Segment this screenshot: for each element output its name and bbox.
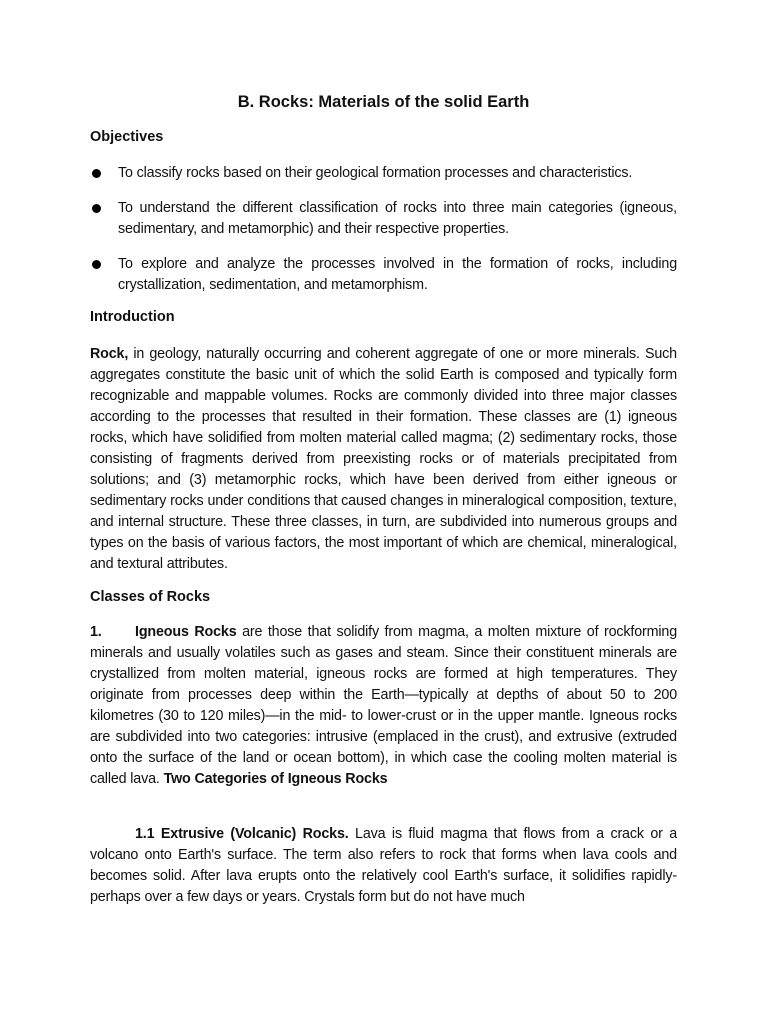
objectives-heading: Objectives [90,129,164,145]
objective-text: To classify rocks based on their geological formation processes and characteristics. [118,165,633,181]
term-extrusive: 1.1 Extrusive (Volcanic) Rocks. [135,826,349,842]
igneous-paragraph [90,622,677,790]
classes-heading: Classes of Rocks [90,589,211,605]
bullet-icon [92,204,101,213]
bullet-icon [92,260,101,269]
bullet-icon [92,169,101,178]
subheading-two-categories: Two Categories of Igneous Rocks [163,771,388,787]
term-rock: Rock, [90,346,129,362]
objective-text: To explore and analyze the processes involved in the formation of rocks, including crystallization, sedimentation, and metamorphism. [118,256,677,293]
page-title: B. Rocks: Materials of the solid Earth [237,93,530,111]
introduction-heading: Introduction [90,309,175,325]
introduction-paragraph [90,344,677,575]
paragraph-text: in geology, naturally occurring and coherent aggregate of one or more minerals. Such aggregates constitute the basic unit of which the solid Earth is composed and typically form recognizable and mappable volumes. Rocks are commonly divided into three major classes according to the processes that resulted in their formation. These classes are (1) igneous rocks, which have solidified from molten material called magma; (2) sedimentary rocks, those consisting of fragments derived from preexisting rocks or of materials precipitated from solutions; and (3) metamorphic rocks, which have been derived from either igneous or sedimentary rocks under conditions that caused changes in mineralogical composition, texture, and internal structure. These three classes, in turn, are subdivided into numerous groups and types on the basis of various factors, the most important of which are chemical, mineralogical, and textural attributes. [90,346,677,572]
paragraph-text: Lava is fluid magma that flows from a crack or a volcano onto Earth's surface. The term also refers to rock that forms when lava cools and becomes solid. After lava erupts onto the relatively cool Earth's surface, it solidifies rapidly-perhaps over a few days or years. Crystals form but do not have much [90,826,677,905]
objective-text: To understand the different classification of rocks into three main categories (igneous, sedimentary, and metamorphic) and their respective properties. [118,200,677,237]
extrusive-paragraph [90,824,677,908]
section-number: 1. [90,624,102,640]
paragraph-text: are those that solidify from magma, a molten mixture of rockforming minerals and usually volatiles such as gases and steam. Since their constituent minerals are crystallized from molten material, igneous rocks are formed at high temperatures. They originate from processes deep within the Earth—typically at depths of about 50 to 200 kilometres (30 to 120 miles)—in the mid- to lower-crust or in the upper mantle. Igneous rocks are subdivided into two categories: intrusive (emplaced in the crust), and extrusive (extruded onto the surface of the land or ocean bottom), in which case the cooling molten material is called lava. [90,624,677,787]
term-igneous: Igneous Rocks [135,624,237,640]
